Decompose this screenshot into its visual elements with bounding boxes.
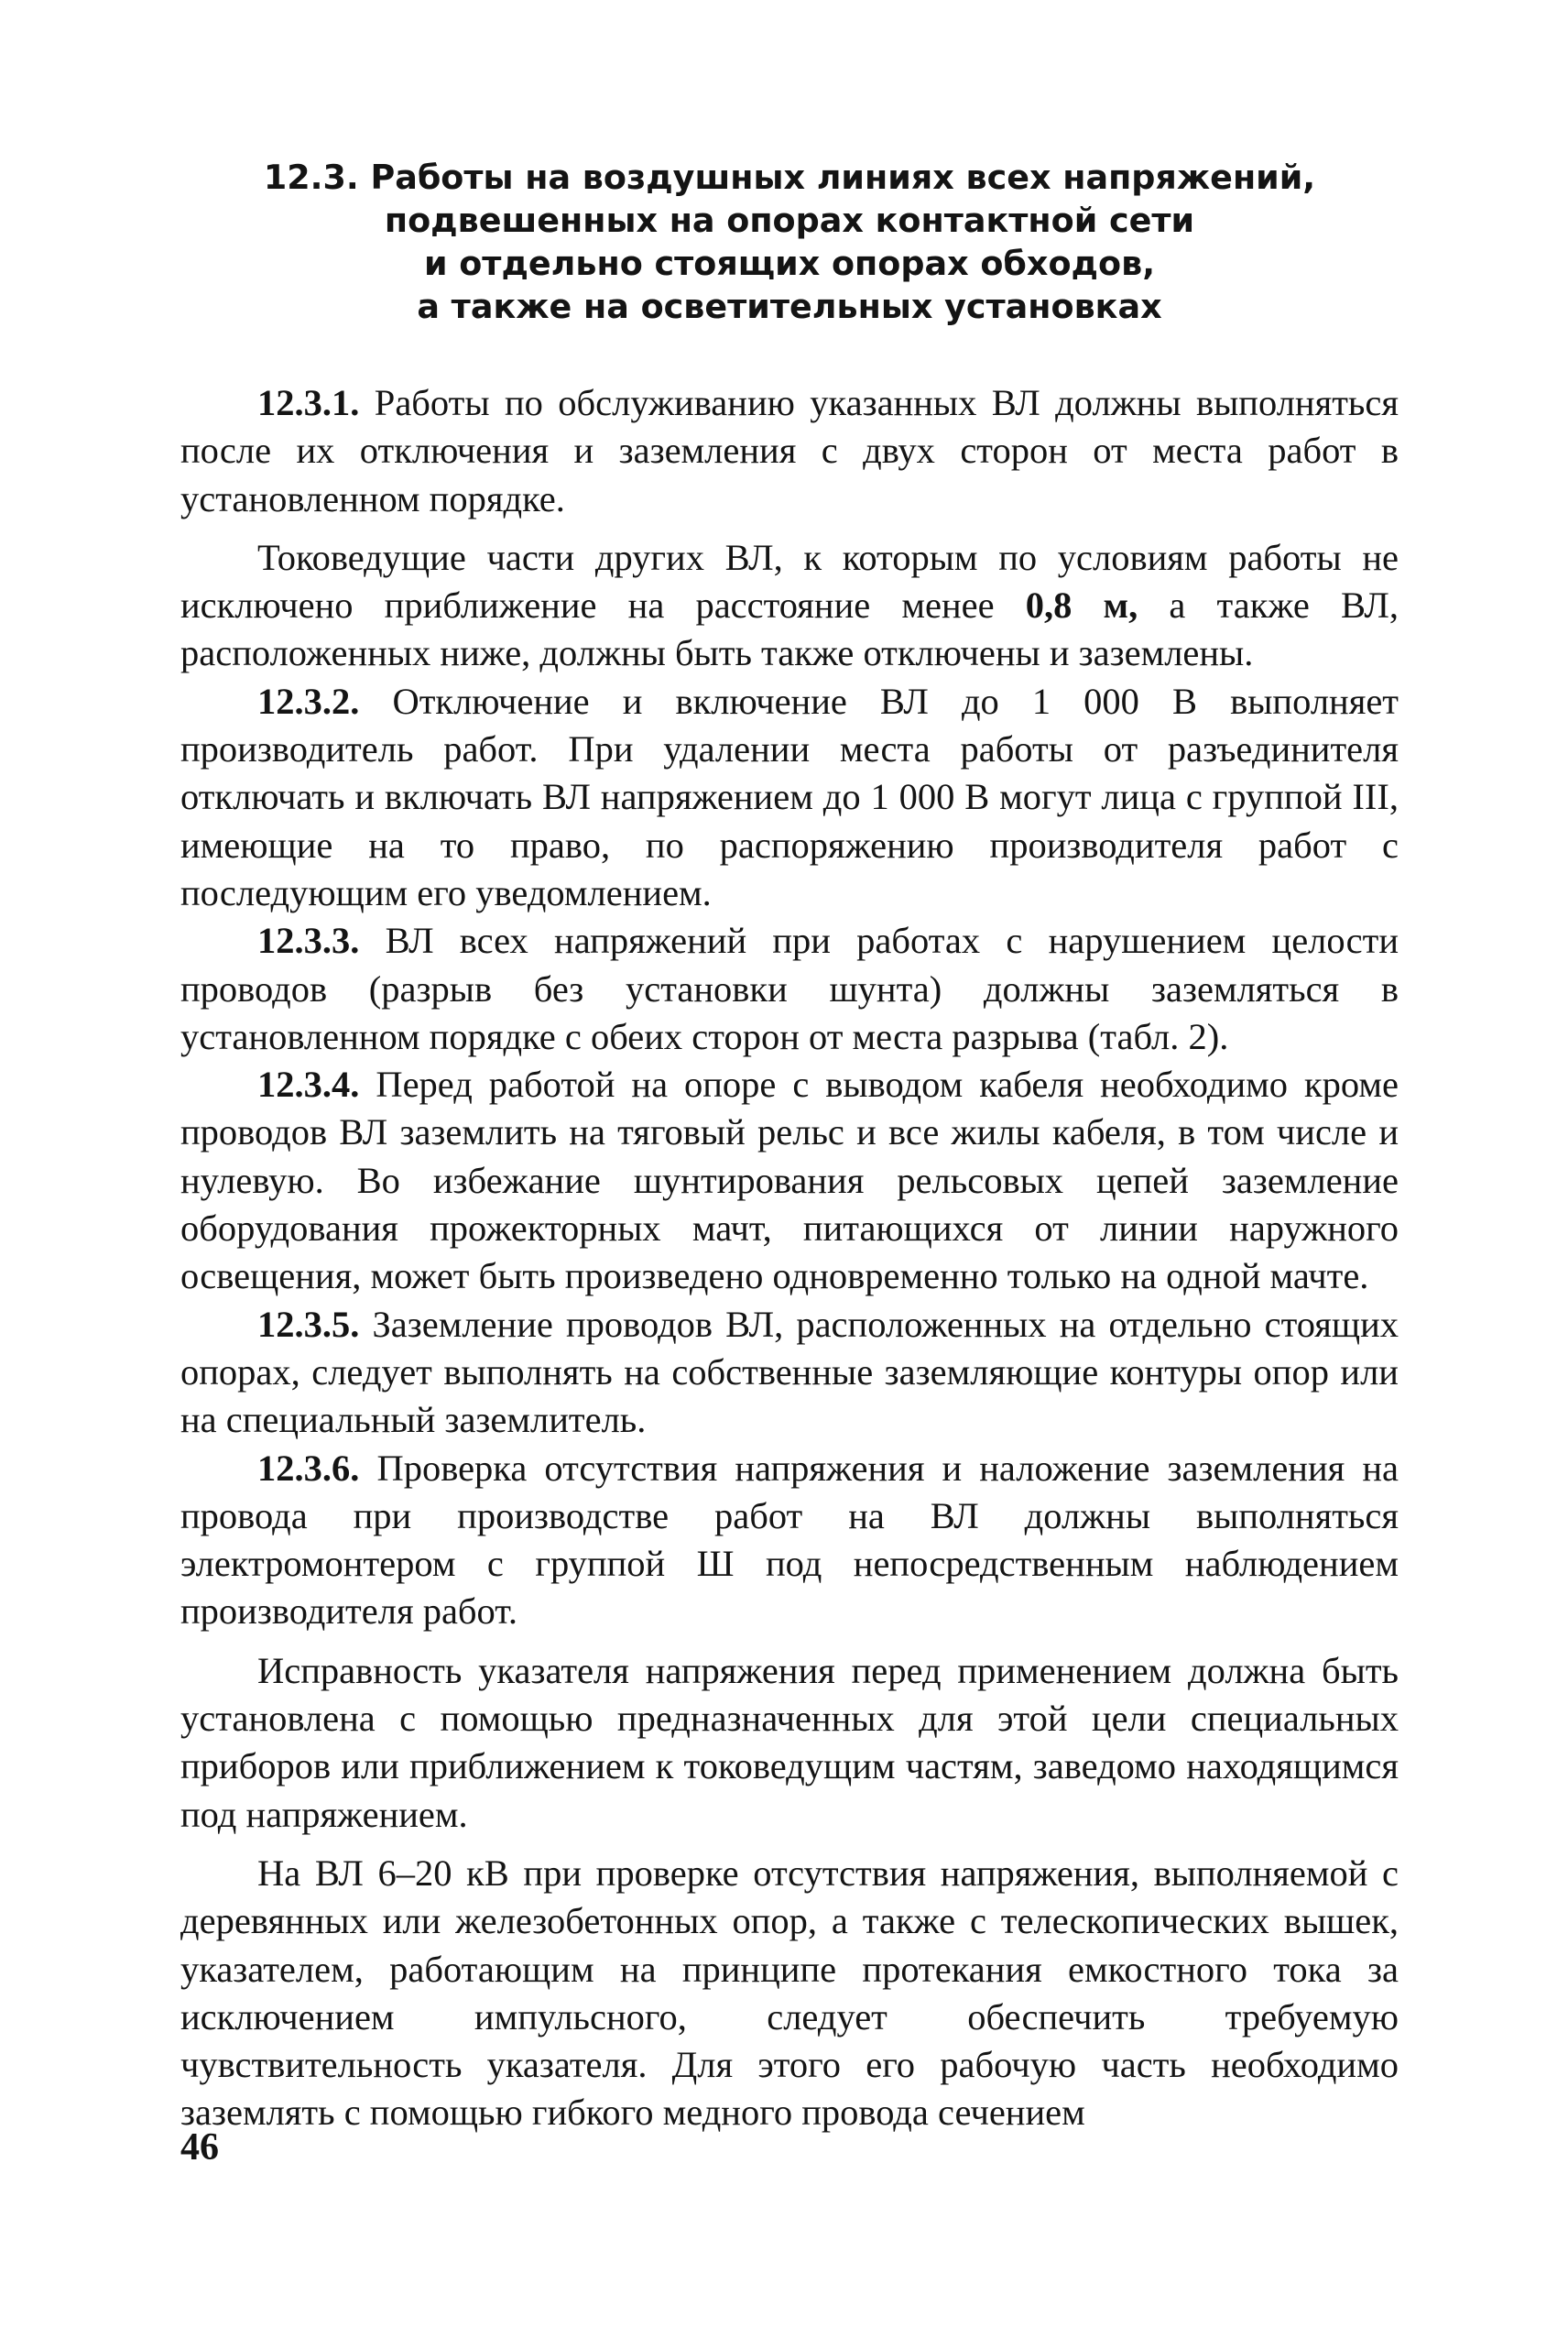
paragraph-text: Перед работой на опоре с выводом кабеля необходимо кроме проводов ВЛ заземлить на тяговый рельс и все жилы кабеля, в том числе и нулевую. Во избежание шунтирования рельсовых цепей заземление оборудования прожекторных мачт, питающихся от линии наружного освещения, может быть произведено одновременно только на одной мачте.: [180, 1064, 1399, 1297]
paragraph-12-3-1: [180, 379, 1399, 523]
clause-number: 12.3.2.: [257, 680, 360, 722]
paragraph-12-3-2: [180, 678, 1399, 917]
paragraph-live-parts: [180, 534, 1399, 678]
paragraph-text: Заземление проводов ВЛ, расположенных на отдельно стоящих опорах, следует выполнять на собственные заземляющие контуры опор или на специальный заземлитель.: [180, 1303, 1399, 1441]
clause-number: 12.3.5.: [257, 1303, 360, 1345]
paragraph-text: Проверка отсутствия напряжения и наложение заземления на провода при производстве работ на ВЛ должны выполняться электромонтером с группой Ш под непосредственным наблюдением производителя работ.: [180, 1447, 1399, 1633]
paragraph-text: На ВЛ 6–20 кВ при проверке отсутствия напряжения, выполняемой с деревянных или железобетонных опор, а также с телескопических вышек, указателем, работающим на принципе протекания емкостного тока за исключением импульсного, следует обеспечить требуемую чувствительность указателя. Для этого его рабочую часть необходимо заземлять с помощью гибкого медного провода сечением: [180, 1852, 1399, 2134]
paragraph-text: Работы по обслуживанию указанных ВЛ должны выполняться после их отключения и заземления с двух сторон от места работ в установленном порядке.: [180, 382, 1399, 519]
paragraph-12-3-5: [180, 1301, 1399, 1445]
paragraph-12-3-4: [180, 1061, 1399, 1300]
page-number: 46: [180, 2126, 219, 2169]
section-body: [180, 379, 1399, 2137]
document-page: [180, 156, 1399, 2137]
heading-line: а также на осветительных установках: [417, 287, 1162, 326]
paragraph-text: Токоведущие части других ВЛ, к которым по условиям работы не исключено приближение на расстояние менее: [180, 536, 1399, 627]
heading-line: и отдельно стоящих опорах обходов,: [423, 244, 1156, 283]
clause-number: 12.3.6.: [257, 1447, 360, 1489]
paragraph-text: а также ВЛ, расположенных ниже, должны быть также отключены и заземлены.: [180, 584, 1399, 674]
paragraph-6-20kv: [180, 1850, 1399, 2137]
section-heading: [180, 156, 1399, 328]
distance-value: 0,8 м,: [1025, 584, 1138, 627]
paragraph-indicator-check: [180, 1647, 1399, 1839]
heading-line: подвешенных на опорах контактной сети: [384, 201, 1195, 240]
clause-number: 12.3.1.: [257, 382, 360, 423]
paragraph-text: Исправность указателя напряжения перед применением должна быть установлена с помощью предназначенных для этой цели специальных приборов или приближением к токоведущим частям, заведомо находящимся под напряжением.: [180, 1649, 1399, 1835]
paragraph-text: ВЛ всех напряжений при работах с нарушением целости проводов (разрыв без установки шунта) должны заземляться в установленном порядке с обеих сторон от места разрыва (табл. 2).: [180, 920, 1399, 1057]
heading-line: 12.3. Работы на воздушных линиях всех напряжений,: [263, 158, 1316, 197]
clause-number: 12.3.3.: [257, 920, 360, 962]
paragraph-12-3-3: [180, 917, 1399, 1061]
paragraph-text: Отключение и включение ВЛ до 1 000 В выполняет производитель работ. При удалении места работы от разъединителя отключать и включать ВЛ напряжением до 1 000 В могут лица с группой III, имеющие на то право, по распоряжению производителя работ с последующим его уведомлением.: [180, 680, 1399, 913]
clause-number: 12.3.4.: [257, 1064, 360, 1106]
paragraph-12-3-6: [180, 1445, 1399, 1636]
